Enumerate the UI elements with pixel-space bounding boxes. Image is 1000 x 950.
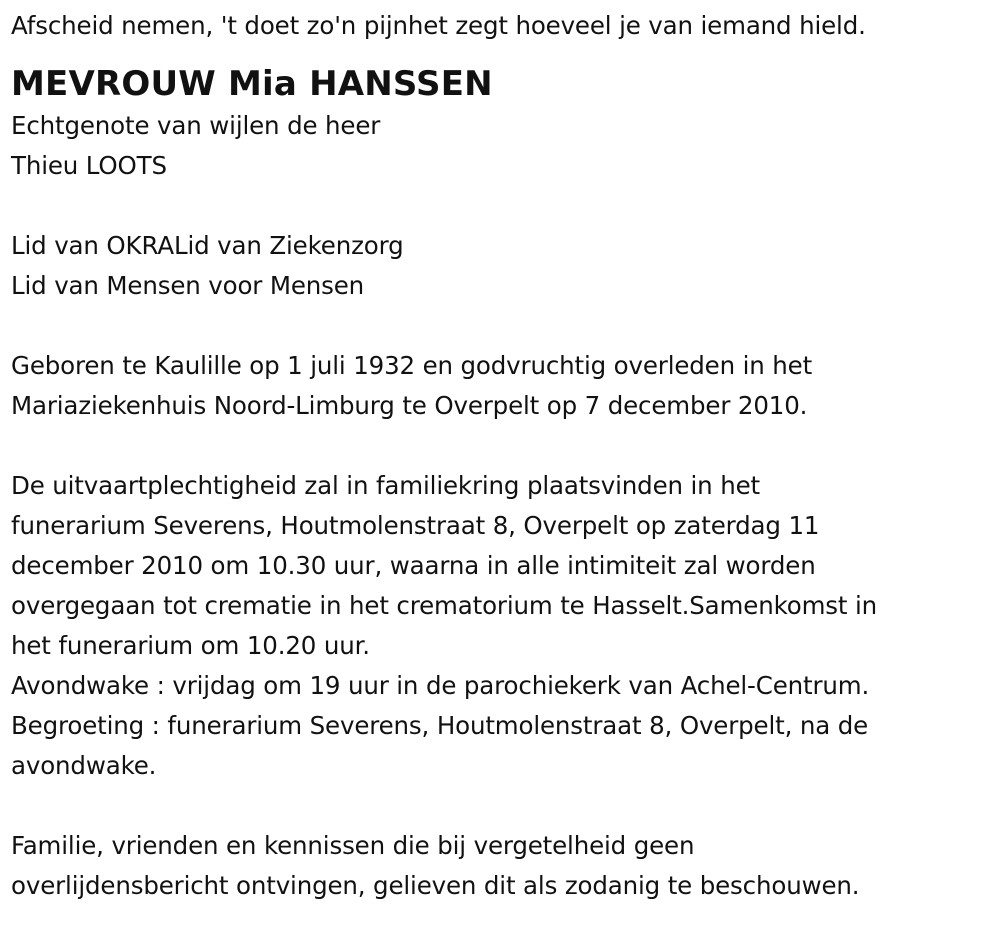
ceremony-line: overgegaan tot crematie in het crematorium te Hasselt.Samenkomst in: [11, 591, 878, 620]
spouse-section: [11, 106, 991, 186]
closing-line: overlijdensbericht ontvingen, gelieven dit als zodanig te beschouwen.: [11, 871, 860, 900]
spouse-line: Thieu LOOTS: [11, 151, 167, 180]
membership-line: Lid van OKRALid van Ziekenzorg: [11, 231, 404, 260]
spacer: [11, 786, 991, 826]
memberships-section: [11, 226, 991, 306]
ceremony-section: [11, 466, 991, 786]
birth-death-line: Geboren te Kaulille op 1 juli 1932 en godvruchtig overleden in het: [11, 351, 813, 380]
closing-line: Familie, vrienden en kennissen die bij vergetelheid geen: [11, 831, 695, 860]
spacer: [11, 306, 991, 346]
birth-death-section: [11, 346, 991, 426]
ceremony-line: het funerarium om 10.20 uur.: [11, 631, 370, 660]
vigil-line: Avondwake : vrijdag om 19 uur in de parochiekerk van Achel-Centrum.: [11, 671, 870, 700]
ceremony-line: funerarium Severens, Houtmolenstraat 8, Overpelt op zaterdag 11: [11, 511, 820, 540]
deceased-name: MEVROUW Mia HANSSEN: [11, 64, 493, 104]
greeting-line: avondwake.: [11, 751, 157, 780]
spouse-line: Echtgenote van wijlen de heer: [11, 111, 381, 140]
birth-death-line: Mariaziekenhuis Noord-Limburg te Overpelt op 7 december 2010.: [11, 391, 808, 420]
spacer: [11, 186, 991, 226]
spacer: [11, 426, 991, 466]
membership-line: Lid van Mensen voor Mensen: [11, 271, 365, 300]
opening-quote: Afscheid nemen, 't doet zo'n pijnhet zegt hoeveel je van iemand hield.: [11, 11, 866, 40]
ceremony-line: De uitvaartplechtigheid zal in familiekring plaatsvinden in het: [11, 471, 760, 500]
closing-section: [11, 826, 991, 906]
ceremony-line: december 2010 om 10.30 uur, waarna in alle intimiteit zal worden: [11, 551, 816, 580]
greeting-line: Begroeting : funerarium Severens, Houtmolenstraat 8, Overpelt, na de: [11, 711, 869, 740]
obituary-notice: [11, 6, 991, 906]
